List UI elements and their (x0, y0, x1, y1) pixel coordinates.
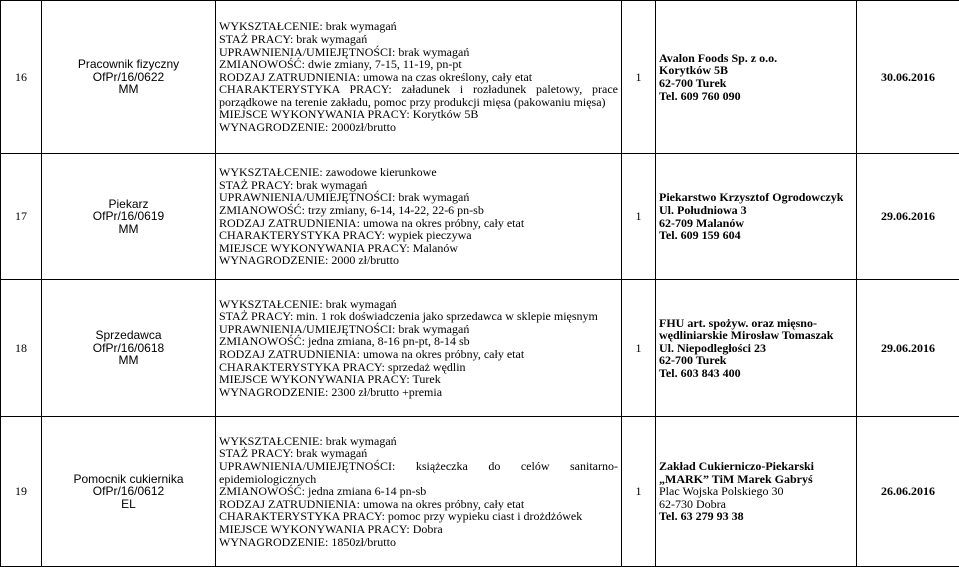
row-number: 16 (1, 1, 42, 154)
employer-city: 62-700 Turek (659, 354, 853, 367)
workplace-line: MIEJSCE WYKONYWANIA PRACY: Turek (219, 373, 618, 386)
requirements-cell (216, 1, 622, 154)
shifts-line: ZMIANOWOŚĆ: dwie zmiany, 7-15, 11-19, pn-pt (219, 58, 618, 71)
education-line: WYKSZTAŁCENIE: brak wymagań (219, 435, 618, 448)
requirements-cell (216, 417, 622, 567)
workplace-line: MIEJSCE WYKONYWANIA PRACY: Dobra (219, 523, 618, 536)
vacancy-count: 1 (622, 1, 656, 154)
experience-line: STAŻ PRACY: min. 1 rok doświadczenia jako sprzedawca w sklepie mięsnym (219, 310, 618, 323)
workplace-line: MIEJSCE WYKONYWANIA PRACY: Malanów (219, 242, 618, 255)
skills-line: UPRAWNIENIA/UMIEJĘTNOŚCI: brak wymagań (219, 191, 618, 204)
shifts-line: ZMIANOWOŚĆ: jedna zmiana 6-14 pn-sb (219, 485, 618, 498)
workplace-line: MIEJSCE WYKONYWANIA PRACY: Korytków 5B (219, 108, 618, 121)
offer-date: 26.06.2016 (857, 417, 959, 567)
employer-phone: Tel. 609 760 090 (659, 90, 853, 103)
shifts-line: ZMIANOWOŚĆ: trzy zmiany, 6-14, 14-22, 22-6 pn-sb (219, 204, 618, 217)
offer-code: OfPr/16/0612 (45, 485, 212, 498)
job-description-line: CHARAKTERYSTYKA PRACY: wypiek pieczywa (219, 229, 618, 242)
employer-cell (656, 417, 857, 567)
job-title-cell (42, 154, 216, 280)
experience-line: STAŻ PRACY: brak wymagań (219, 33, 618, 46)
table-row (1, 154, 959, 280)
job-title: Pomocnik cukiernika (45, 473, 212, 486)
employer-name-continued: „MARK” TiM Marek Gabryś (659, 473, 853, 486)
employer-name: Zakład Cukierniczo-Piekarski (659, 460, 853, 473)
employment-type-line: RODZAJ ZATRUDNIENIA: umowa na okres próbny, cały etat (219, 348, 618, 361)
employer-cell (656, 280, 857, 417)
offer-date: 30.06.2016 (857, 1, 959, 154)
table-row (1, 417, 959, 567)
row-number: 17 (1, 154, 42, 280)
advisor-initials: EL (45, 498, 212, 511)
employer-name-continued: wędliniarskie Mirosław Tomaszak (659, 329, 853, 342)
shifts-line: ZMIANOWOŚĆ: jedna zmiana, 8-16 pn-pt, 8-14 sb (219, 335, 618, 348)
requirements-cell (216, 280, 622, 417)
employer-phone: Tel. 603 843 400 (659, 367, 853, 380)
job-title: Sprzedawca (45, 329, 212, 342)
job-description-line: CHARAKTERYSTYKA PRACY: pomoc przy wypieku ciast i drożdżówek (219, 510, 618, 523)
employer-phone: Tel. 609 159 604 (659, 229, 853, 242)
vacancy-count: 1 (622, 154, 656, 280)
vacancy-count: 1 (622, 417, 656, 567)
skills-line: UPRAWNIENIA/UMIEJĘTNOŚCI: książeczka do celów sanitarno-epidemiologicznych (219, 460, 618, 485)
offer-code: OfPr/16/0618 (45, 342, 212, 355)
employer-street: Korytków 5B (659, 64, 853, 77)
employer-street: Ul. Południowa 3 (659, 204, 853, 217)
row-number: 19 (1, 417, 42, 567)
job-description-line: CHARAKTERYSTYKA PRACY: sprzedaż wędlin (219, 361, 618, 374)
offer-date: 29.06.2016 (857, 154, 959, 280)
employer-city: 62-730 Dobra (659, 498, 853, 511)
employment-type-line: RODZAJ ZATRUDNIENIA: umowa na czas określony, cały etat (219, 71, 618, 84)
offer-code: OfPr/16/0619 (45, 210, 212, 223)
job-title: Pracownik fizyczny (45, 58, 212, 71)
experience-line: STAŻ PRACY: brak wymagań (219, 447, 618, 460)
skills-line: UPRAWNIENIA/UMIEJĘTNOŚCI: brak wymagań (219, 323, 618, 336)
employer-cell (656, 154, 857, 280)
salary-line: WYNAGRODZENIE: 2300 zł/brutto +premia (219, 386, 618, 399)
salary-line: WYNAGRODZENIE: 2000zł/brutto (219, 121, 618, 134)
skills-line: UPRAWNIENIA/UMIEJĘTNOŚCI: brak wymagań (219, 46, 618, 59)
employer-name: Avalon Foods Sp. z o.o. (659, 52, 853, 65)
employer-city: 62-709 Malanów (659, 217, 853, 230)
employer-cell (656, 1, 857, 154)
job-title-cell (42, 417, 216, 567)
table-row (1, 1, 959, 154)
job-offers-body (1, 1, 959, 567)
experience-line: STAŻ PRACY: brak wymagań (219, 179, 618, 192)
advisor-initials: MM (45, 83, 212, 96)
employment-type-line: RODZAJ ZATRUDNIENIA: umowa na okres próbny, cały etat (219, 498, 618, 511)
education-line: WYKSZTAŁCENIE: zawodowe kierunkowe (219, 166, 618, 179)
salary-line: WYNAGRODZENIE: 1850zł/brutto (219, 536, 618, 549)
employer-street: Plac Wojska Polskiego 30 (659, 485, 853, 498)
employer-phone: Tel. 63 279 93 38 (659, 510, 853, 523)
employer-city: 62-700 Turek (659, 77, 853, 90)
employer-name: FHU art. spożyw. oraz mięsno- (659, 317, 853, 330)
table-row (1, 280, 959, 417)
row-number: 18 (1, 280, 42, 417)
job-description-line: CHARAKTERYSTYKA PRACY: załadunek i rozładunek paletowy, prace porządkowe na terenie zakładu, pomoc przy produkcji mięsa (pakowaniu mięsa) (219, 83, 618, 108)
offer-date: 29.06.2016 (857, 280, 959, 417)
employer-street: Ul. Niepodległości 23 (659, 342, 853, 355)
requirements-cell (216, 154, 622, 280)
job-title-cell (42, 1, 216, 154)
employer-name: Piekarstwo Krzysztof Ogrodowczyk (659, 191, 853, 204)
offer-code: OfPr/16/0622 (45, 71, 212, 84)
job-title-cell (42, 280, 216, 417)
advisor-initials: MM (45, 223, 212, 236)
employment-type-line: RODZAJ ZATRUDNIENIA: umowa na okres próbny, cały etat (219, 217, 618, 230)
education-line: WYKSZTAŁCENIE: brak wymagań (219, 298, 618, 311)
job-title: Piekarz (45, 198, 212, 211)
salary-line: WYNAGRODZENIE: 2000 zł/brutto (219, 254, 618, 267)
education-line: WYKSZTAŁCENIE: brak wymagań (219, 20, 618, 33)
vacancy-count: 1 (622, 280, 656, 417)
advisor-initials: MM (45, 354, 212, 367)
